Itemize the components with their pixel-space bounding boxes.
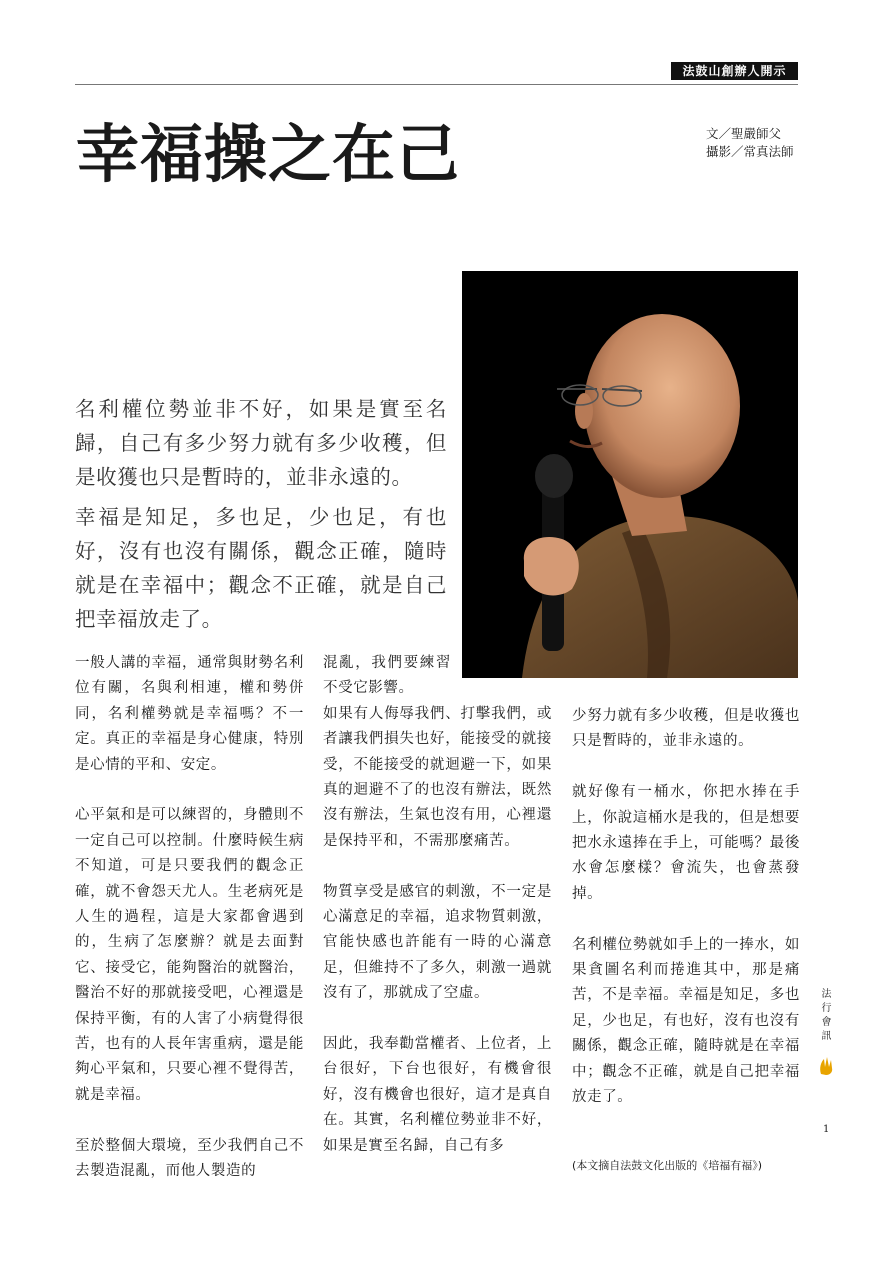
body-paragraph: 就好像有一桶水，你把水捧在手上，你說這桶水是我的，但是想要把水永遠捧在手上，可能嗎？最後水會怎麼樣？會流失，也會蒸發掉。 (572, 784, 800, 902)
lead-paragraph-1: 名利權位勢並非不好，如果是實至名歸，自己有多少努力就有多少收穫，但是收獲也只是暫時的，並非永遠的。 (75, 397, 447, 489)
hand-icon (818, 1056, 836, 1076)
article-title: 幸福操之在己 (76, 117, 460, 191)
lead-paragraph-2: 幸福是知足，多也足，少也足，有也好，沒有也沒有關係，觀念正確，隨時就是在幸福中；觀念不正確，就是自己把幸福放走了。 (75, 505, 447, 631)
header-rule (75, 84, 798, 85)
body-paragraph: 混亂，我們要練習不受它影響。 (323, 655, 451, 697)
body-column-3 (572, 704, 800, 1110)
source-note: (本文摘自法鼓文化出版的《培福有福》) (572, 1159, 763, 1172)
body-paragraph: 因此，我奉勸當權者、上位者，上台很好，下台也很好，有機會很好，沒有機會也很好，這才是真自在。其實，名利權位勢並非不好，如果是實至名歸，自己有多 (323, 1036, 552, 1154)
credit-photo: 攝影／常真法師 (706, 144, 794, 159)
body-paragraph: 少努力就有多少收穫，但是收獲也只是暫時的，並非永遠的。 (572, 708, 800, 750)
body-column-1 (75, 651, 304, 1185)
page-number: 1 (823, 1124, 830, 1135)
body-paragraph: 如果有人侮辱我們、打擊我們，或者讓我們損失也好，能接受的就接受，不能接受的就迴避一下，如果真的迴避不了的也沒有辦法，既然沒有辦法，生氣也沒有用，心裡還是保持平和，不需那麼痛苦。 (323, 705, 552, 849)
body-paragraph: 一般人講的幸福，通常與財勢名利位有關，名與利相連，權和勢併同，名利權勢就是幸福嗎？不一定。真正的幸福是身心健康，特別是心情的平和、安定。 (75, 655, 304, 773)
body-paragraph: 至於整個大環境，至少我們自己不去製造混亂，而他人製造的 (75, 1137, 304, 1180)
body-paragraph: 心平氣和是可以練習的，身體則不一定自己可以控制。什麼時候生病不知道，可是只要我們的觀念正確，就不會怨天尤人。生老病死是人生的過程，這是大家都會遇到的，生病了怎麼辦？就是去面對它、接受它，能夠醫治的就醫治，醫治不好的那就接受吧，心裡還是保持平衡，有的人害了小病覺得很苦，也有的人長年害重病，還是能夠心平氣和，只要心裡不覺得苦，就是幸福。 (75, 807, 304, 1103)
master-photo (462, 271, 798, 678)
credit-author: 文／聖嚴師父 (706, 126, 782, 141)
body-paragraph: 名利權位勢就如手上的一捧水，如果貪圖名利而捲進其中，那是痛苦，不是幸福。幸福是知足，多也足，少也足，有也好，沒有也沒有關係，觀念正確，隨時就是在幸福中；觀念不正確，就是自己把幸福放走了。 (572, 936, 800, 1106)
body-paragraph: 物質享受是感官的刺激，不一定是心滿意足的幸福，追求物質刺激，官能快感也許能有一時的心滿意足，但維持不了多久，刺激一過就沒有了，那就成了空虛。 (323, 883, 552, 1002)
sidebar-mark (818, 988, 840, 1080)
section-tag: 法鼓山創辦人開示 (671, 62, 798, 80)
vertical-title: 法行會訊 (819, 988, 830, 1044)
credits (706, 125, 794, 161)
body-column-2 (323, 651, 552, 1159)
